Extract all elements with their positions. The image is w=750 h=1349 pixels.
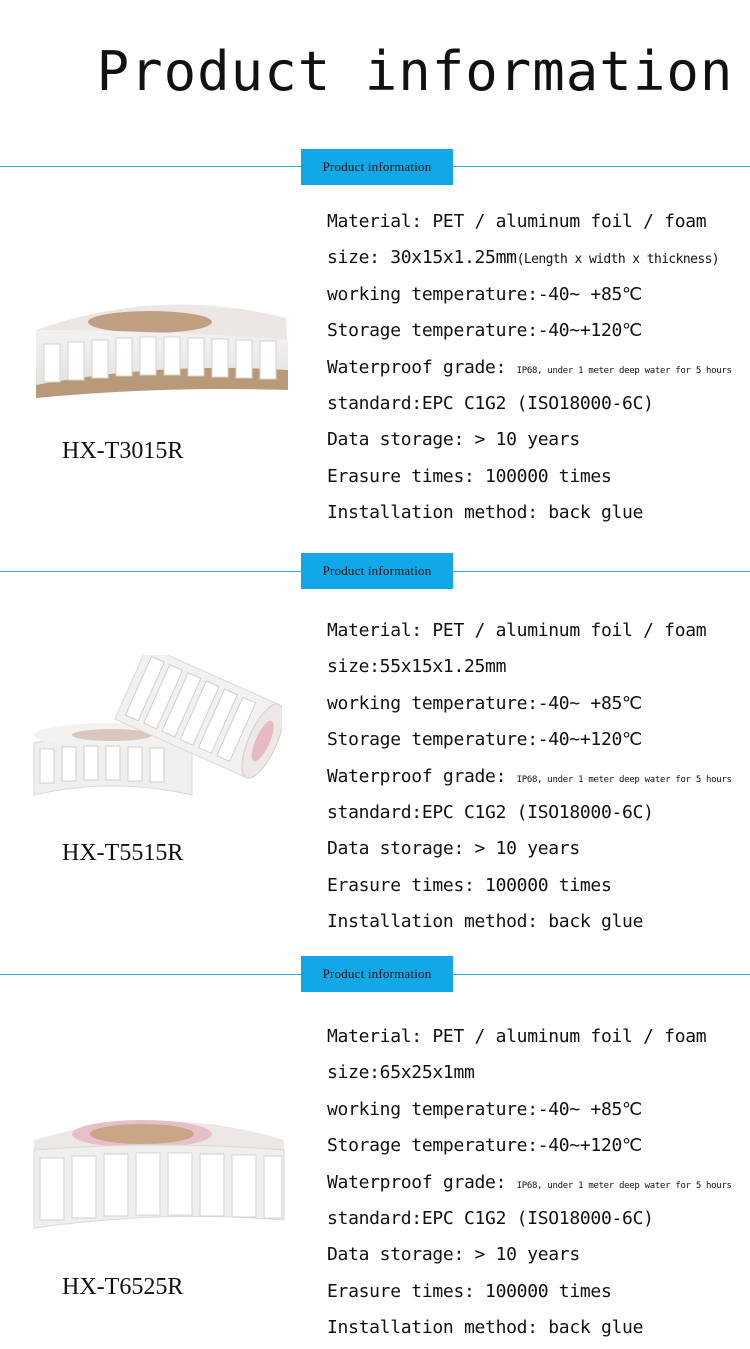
- spec-standard: standard:EPC C1G2 (ISO18000-6C): [327, 801, 654, 823]
- spec-size: size:55x15x1.25mm: [327, 656, 507, 678]
- spec-waterproof: Waterproof grade: IP68, under 1 meter deep water for 5 hours: [327, 356, 732, 378]
- tag-roll-image: [32, 655, 282, 805]
- spec-size: size:65x25x1mm: [327, 1062, 475, 1084]
- spec-installation: Installation method: back glue: [327, 911, 644, 933]
- model-number: HX-T3015R: [62, 438, 184, 464]
- spec-storage-temperature: Storage temperature:-40~+120℃: [327, 320, 642, 342]
- section-tag: Product information: [301, 956, 453, 992]
- spec-waterproof: Waterproof grade: IP68, under 1 meter deep water for 5 hours: [327, 765, 732, 787]
- spec-installation: Installation method: back glue: [327, 502, 644, 524]
- spec-waterproof: Waterproof grade: IP68, under 1 meter deep water for 5 hours: [327, 1171, 732, 1193]
- section-tag: Product information: [301, 553, 453, 589]
- spec-data-storage: Data storage: > 10 years: [327, 838, 580, 860]
- spec-data-storage: Data storage: > 10 years: [327, 429, 580, 451]
- tag-roll-image: [30, 1110, 286, 1245]
- spec-storage-temperature: Storage temperature:-40~+120℃: [327, 1135, 642, 1157]
- spec-material: Material: PET / aluminum foil / foam: [327, 1026, 707, 1047]
- spec-material: Material: PET / aluminum foil / foam: [327, 211, 707, 232]
- model-number: HX-T5515R: [62, 840, 184, 866]
- spec-erasure: Erasure times: 100000 times: [327, 465, 612, 487]
- spec-erasure: Erasure times: 100000 times: [327, 874, 612, 896]
- tag-roll-image: [30, 300, 290, 410]
- spec-list: [327, 1019, 732, 1347]
- spec-working-temperature: working temperature:-40~ +85℃: [327, 692, 642, 714]
- spec-erasure: Erasure times: 100000 times: [327, 1280, 612, 1302]
- spec-working-temperature: working temperature:-40~ +85℃: [327, 283, 642, 305]
- spec-standard: standard:EPC C1G2 (ISO18000-6C): [327, 392, 654, 414]
- spec-data-storage: Data storage: > 10 years: [327, 1244, 580, 1266]
- spec-working-temperature: working temperature:-40~ +85℃: [327, 1098, 642, 1120]
- spec-material: Material: PET / aluminum foil / foam: [327, 620, 707, 641]
- model-number: HX-T6525R: [62, 1274, 184, 1300]
- page-title: Product information: [96, 40, 734, 103]
- spec-installation: Installation method: back glue: [327, 1317, 644, 1339]
- section-tag: Product information: [301, 149, 453, 185]
- spec-list: [327, 613, 732, 941]
- spec-list: [327, 204, 732, 532]
- spec-storage-temperature: Storage temperature:-40~+120℃: [327, 729, 642, 751]
- spec-standard: standard:EPC C1G2 (ISO18000-6C): [327, 1207, 654, 1229]
- spec-size: size: 30x15x1.25mm(Length x width x thickness): [327, 247, 720, 269]
